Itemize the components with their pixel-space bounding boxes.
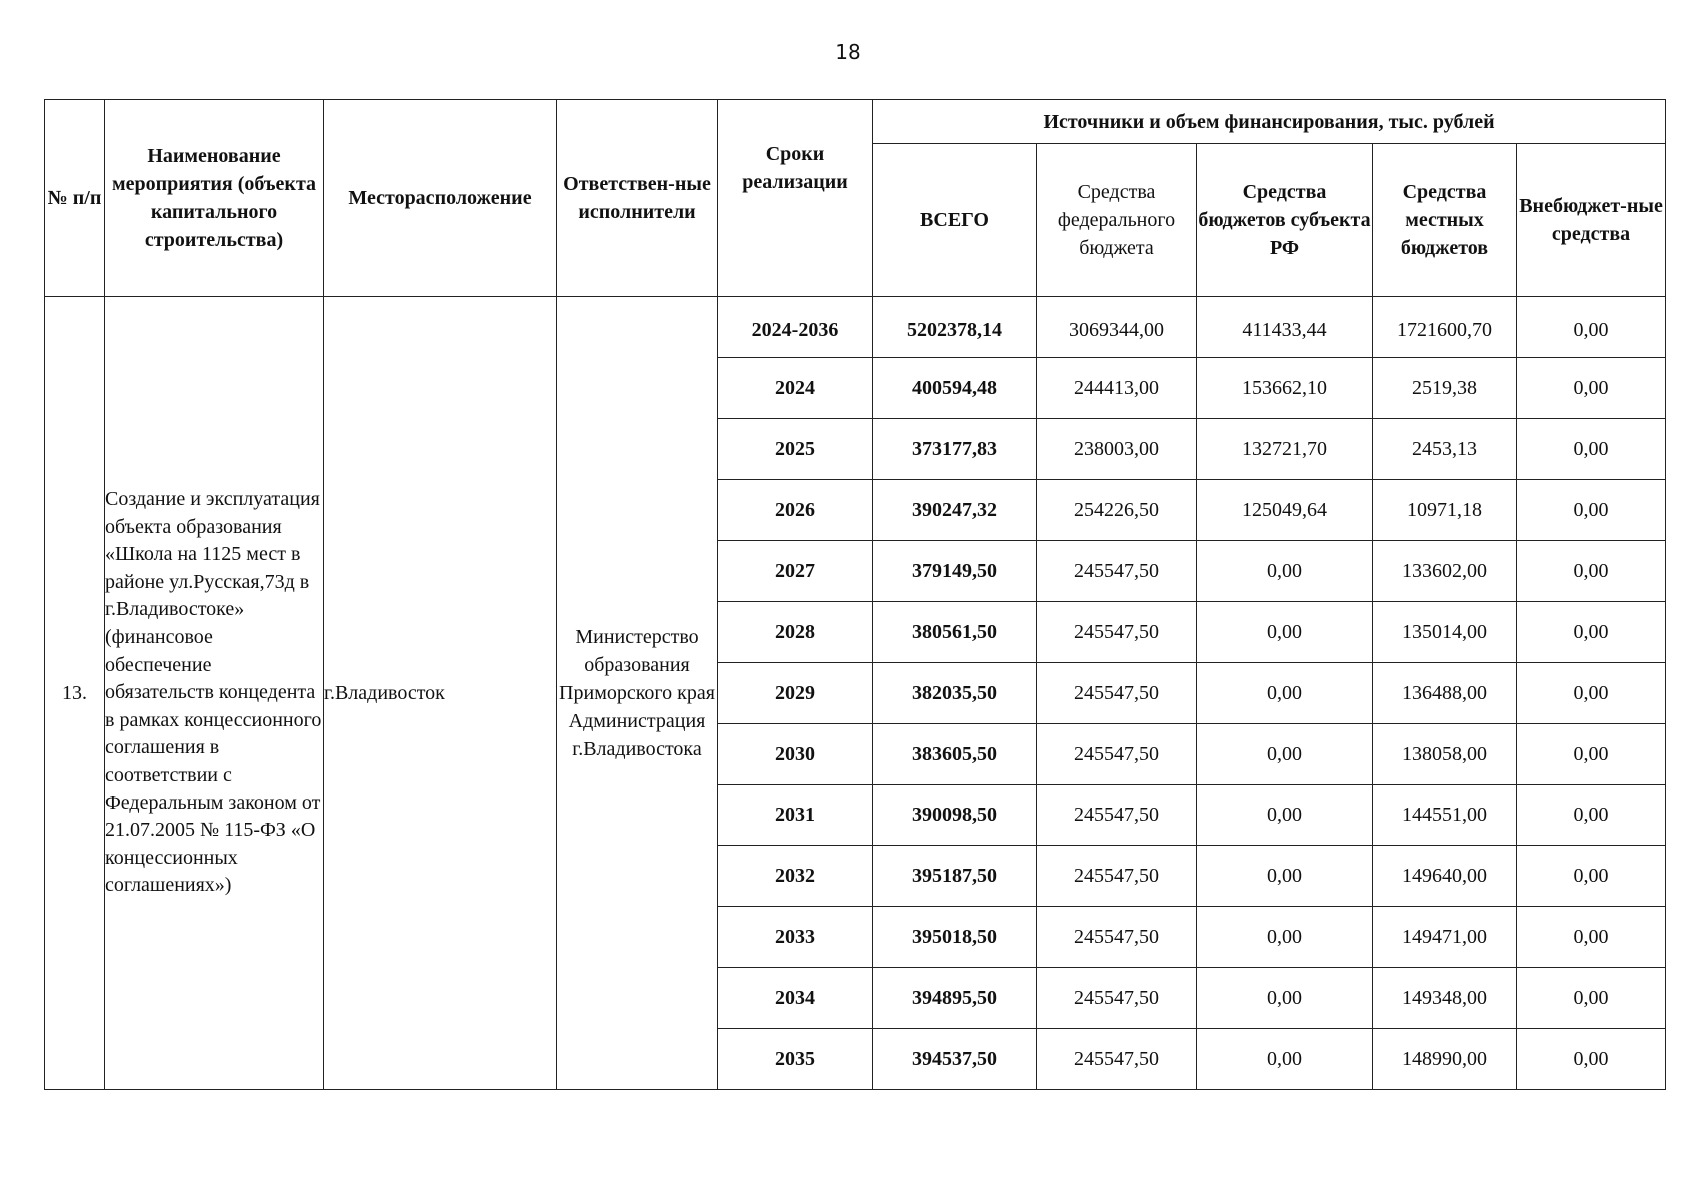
cell-regional: 0,00 bbox=[1197, 541, 1373, 602]
cell-federal: 238003,00 bbox=[1037, 419, 1197, 480]
header-regional: Средства бюджетов субъекта РФ bbox=[1197, 144, 1373, 297]
cell-local: 133602,00 bbox=[1373, 541, 1517, 602]
table-body bbox=[45, 297, 1666, 1090]
cell-year: 2027 bbox=[718, 541, 873, 602]
cell-local: 149471,00 bbox=[1373, 907, 1517, 968]
item-number: 13. bbox=[45, 297, 105, 1090]
item-location: г.Владивосток bbox=[324, 297, 557, 1090]
header-num: № п/п bbox=[45, 100, 105, 297]
cell-local: 144551,00 bbox=[1373, 785, 1517, 846]
cell-regional: 153662,10 bbox=[1197, 358, 1373, 419]
cell-regional: 0,00 bbox=[1197, 907, 1373, 968]
cell-federal: 245547,50 bbox=[1037, 846, 1197, 907]
cell-extrabudget: 0,00 bbox=[1517, 907, 1666, 968]
cell-year: 2024-2036 bbox=[718, 297, 873, 358]
cell-total: 394895,50 bbox=[873, 968, 1037, 1029]
cell-local: 2453,13 bbox=[1373, 419, 1517, 480]
cell-regional: 0,00 bbox=[1197, 663, 1373, 724]
cell-local: 148990,00 bbox=[1373, 1029, 1517, 1090]
cell-year: 2030 bbox=[718, 724, 873, 785]
header-total: ВСЕГО bbox=[873, 144, 1037, 297]
cell-year: 2024 bbox=[718, 358, 873, 419]
cell-total: 394537,50 bbox=[873, 1029, 1037, 1090]
cell-federal: 245547,50 bbox=[1037, 724, 1197, 785]
cell-regional: 0,00 bbox=[1197, 785, 1373, 846]
cell-federal: 245547,50 bbox=[1037, 785, 1197, 846]
cell-regional: 0,00 bbox=[1197, 846, 1373, 907]
cell-federal: 254226,50 bbox=[1037, 480, 1197, 541]
item-name: Создание и эксплуатация объекта образования «Школа на 1125 мест в районе ул.Русская,73д в г.Владивостоке» (финансовое обеспечение обязательств концедента в рамках концессионного соглашения в соответствии с Федеральным законом от 21.07.2005 № 115-ФЗ «О концессионных соглашениях») bbox=[105, 297, 324, 1090]
cell-local: 1721600,70 bbox=[1373, 297, 1517, 358]
cell-year: 2031 bbox=[718, 785, 873, 846]
cell-year: 2028 bbox=[718, 602, 873, 663]
page-number: 18 bbox=[835, 40, 861, 64]
cell-extrabudget: 0,00 bbox=[1517, 419, 1666, 480]
cell-regional: 125049,64 bbox=[1197, 480, 1373, 541]
cell-total: 380561,50 bbox=[873, 602, 1037, 663]
header-period: Сроки реализации bbox=[718, 100, 873, 297]
cell-regional: 0,00 bbox=[1197, 1029, 1373, 1090]
header-location: Месторасположение bbox=[324, 100, 557, 297]
cell-year: 2032 bbox=[718, 846, 873, 907]
cell-regional: 132721,70 bbox=[1197, 419, 1373, 480]
cell-year: 2034 bbox=[718, 968, 873, 1029]
table-row bbox=[45, 297, 1666, 358]
cell-local: 136488,00 bbox=[1373, 663, 1517, 724]
cell-federal: 245547,50 bbox=[1037, 663, 1197, 724]
cell-extrabudget: 0,00 bbox=[1517, 602, 1666, 663]
header-sources-title: Источники и объем финансирования, тыс. рублей bbox=[873, 100, 1666, 144]
cell-extrabudget: 0,00 bbox=[1517, 358, 1666, 419]
item-responsible: Министерство образования Приморского края Администрация г.Владивостока bbox=[557, 297, 718, 1090]
financing-table bbox=[44, 99, 1666, 1090]
cell-total: 379149,50 bbox=[873, 541, 1037, 602]
cell-federal: 245547,50 bbox=[1037, 541, 1197, 602]
cell-year: 2026 bbox=[718, 480, 873, 541]
header-federal: Средства федерального бюджета bbox=[1037, 144, 1197, 297]
cell-extrabudget: 0,00 bbox=[1517, 724, 1666, 785]
cell-local: 2519,38 bbox=[1373, 358, 1517, 419]
cell-year: 2035 bbox=[718, 1029, 873, 1090]
header-responsible: Ответствен-ные исполнители bbox=[557, 100, 718, 297]
cell-regional: 0,00 bbox=[1197, 968, 1373, 1029]
cell-total: 382035,50 bbox=[873, 663, 1037, 724]
cell-year: 2033 bbox=[718, 907, 873, 968]
cell-federal: 245547,50 bbox=[1037, 602, 1197, 663]
cell-regional: 0,00 bbox=[1197, 602, 1373, 663]
cell-extrabudget: 0,00 bbox=[1517, 663, 1666, 724]
cell-total: 400594,48 bbox=[873, 358, 1037, 419]
cell-total: 373177,83 bbox=[873, 419, 1037, 480]
cell-federal: 245547,50 bbox=[1037, 968, 1197, 1029]
cell-year: 2029 bbox=[718, 663, 873, 724]
cell-extrabudget: 0,00 bbox=[1517, 785, 1666, 846]
cell-federal: 244413,00 bbox=[1037, 358, 1197, 419]
cell-extrabudget: 0,00 bbox=[1517, 846, 1666, 907]
header-local: Средства местных бюджетов bbox=[1373, 144, 1517, 297]
cell-extrabudget: 0,00 bbox=[1517, 1029, 1666, 1090]
cell-year: 2025 bbox=[718, 419, 873, 480]
cell-total: 383605,50 bbox=[873, 724, 1037, 785]
cell-regional: 411433,44 bbox=[1197, 297, 1373, 358]
cell-local: 149640,00 bbox=[1373, 846, 1517, 907]
cell-extrabudget: 0,00 bbox=[1517, 480, 1666, 541]
cell-local: 10971,18 bbox=[1373, 480, 1517, 541]
cell-total: 390098,50 bbox=[873, 785, 1037, 846]
cell-total: 5202378,14 bbox=[873, 297, 1037, 358]
cell-local: 138058,00 bbox=[1373, 724, 1517, 785]
cell-federal: 245547,50 bbox=[1037, 907, 1197, 968]
cell-total: 395018,50 bbox=[873, 907, 1037, 968]
cell-total: 390247,32 bbox=[873, 480, 1037, 541]
header-name: Наименование мероприятия (объекта капитального строительства) bbox=[105, 100, 324, 297]
cell-extrabudget: 0,00 bbox=[1517, 297, 1666, 358]
cell-extrabudget: 0,00 bbox=[1517, 968, 1666, 1029]
cell-local: 149348,00 bbox=[1373, 968, 1517, 1029]
cell-federal: 3069344,00 bbox=[1037, 297, 1197, 358]
cell-total: 395187,50 bbox=[873, 846, 1037, 907]
cell-extrabudget: 0,00 bbox=[1517, 541, 1666, 602]
cell-regional: 0,00 bbox=[1197, 724, 1373, 785]
header-extrabudget: Внебюджет-ные средства bbox=[1517, 144, 1666, 297]
cell-local: 135014,00 bbox=[1373, 602, 1517, 663]
cell-federal: 245547,50 bbox=[1037, 1029, 1197, 1090]
